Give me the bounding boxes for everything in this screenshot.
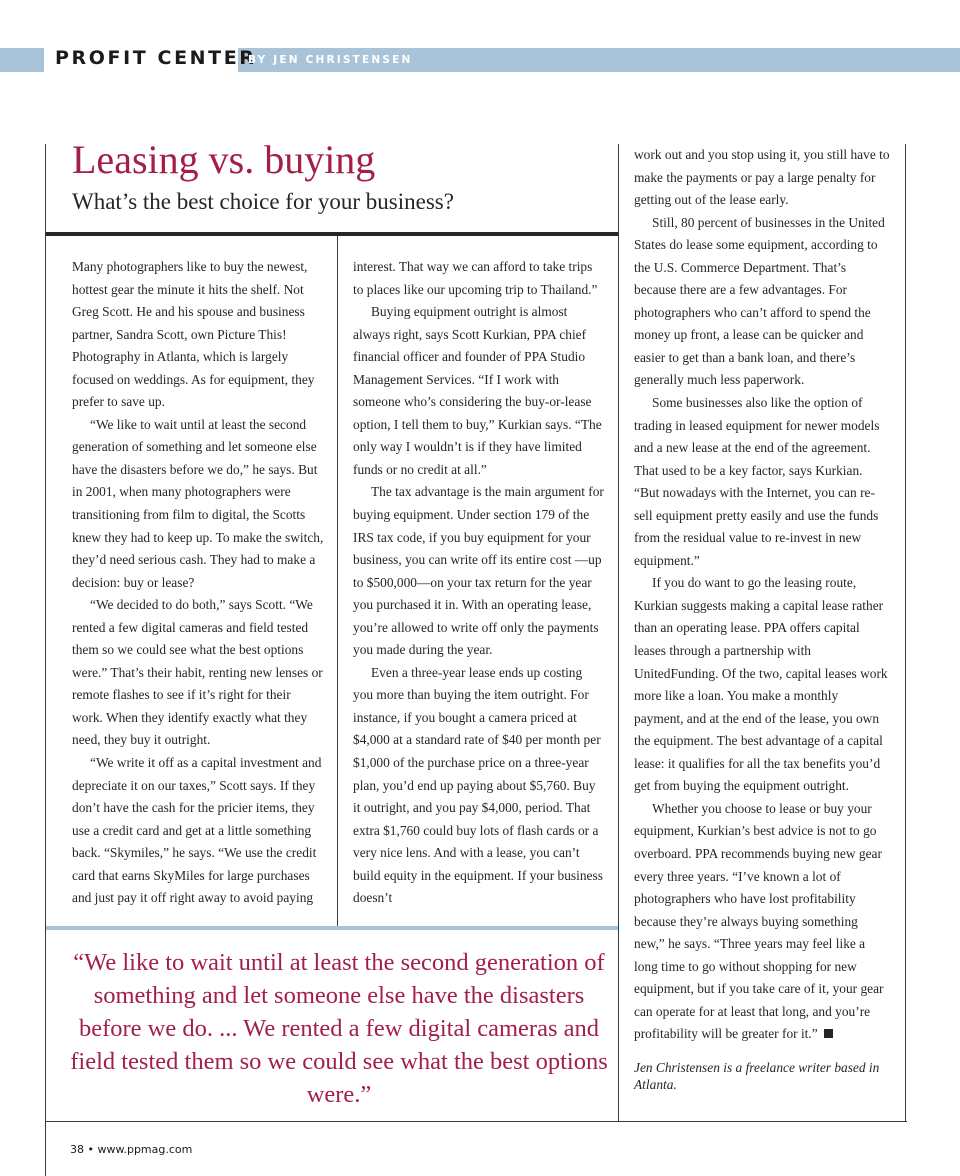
frame-right-line: [905, 144, 906, 1122]
pullquote: “We like to wait until at least the second generation of something and let someone else have the disasters before we do. ... We rented a few digital cameras and field tested them so we could see what the best options were.”: [70, 949, 608, 1108]
paragraph: Buying equipment outright is almost always right, says Scott Kurkian, PPA chief financial officer and founder of PPA Studio Management Services. “If I work with someone who’s considering the buy-or-lease option, I tell them to buy,” Kurkian says. “The only way I wouldn’t is if they have limited funds or no credit at all.”: [353, 304, 602, 477]
paragraph: Some businesses also like the option of trading in leased equipment for newer models and a new lease at the end of the agreement. That used to be a key factor, says Kurkian. “But nowadays with the Internet, you can re-sell equipment pretty easily and use the funds from the residual value to re-invest in new equipment.”: [634, 395, 880, 568]
paragraph: Still, 80 percent of businesses in the United States do lease some equipment, according to the U.S. Commerce Department. That’s because there are a few advantages. For photographers who can’t afford to spend the money up front, a lease can be quicker and easier to get than a bank loan, and there’s generally much less paperwork.: [634, 214, 885, 388]
pullquote-rule: [46, 926, 618, 930]
paragraph: The tax advantage is the main argument for buying equipment. Under section 179 of the IRS tax code, if you buy equipment for your business, you can write off its entire cost —up to $500,000—on your tax return for the year you purchased it in. With an operating lease, you’re allowed to write off only the payments you made during the year.: [353, 484, 604, 658]
paragraph: work out and you stop using it, you still have to make the payments or pay a large penalty for getting out of the lease early.: [634, 147, 890, 208]
final-paragraph: [634, 798, 890, 1046]
column-divider-1: [337, 236, 338, 926]
body-column-1: [72, 256, 324, 910]
body-column-2: [353, 256, 605, 910]
byline: BY JEN CHRISTENSEN: [248, 54, 413, 66]
column-divider-2: [618, 144, 619, 1122]
frame-bottom-line: [45, 1121, 907, 1122]
paragraph: “We decided to do both,” says Scott. “We rented a few digital cameras and field tested them so we could see what the best options were.” That’s their habit, renting new lenses or remote flashes to see if it’s right for their work. When they identify exactly what they need, they buy it outright.: [72, 597, 323, 748]
paragraph-text: Whether you choose to lease or buy your equipment, Kurkian’s best advice is not to go overboard. PPA recommends buying new gear every three years. “I’ve known a lot of photographers who have lost profitability because they’re always buying something new,” he says. “Three years may feel like a long time to go without shopping for new equipment, but if you take care of it, your gear can operate for at least that long, and you’re profitability will be greater for it.”: [634, 800, 884, 1042]
author-bio: Jen Christensen is a freelance writer based in Atlanta.: [634, 1059, 880, 1092]
paragraph: “We like to wait until at least the second generation of something and let someone else have the disasters before we do,” he says. But in 2001, when many photographers were transitioning from film to digital, the Scotts knew they had to keep up. To make the switch, they’d need serious cash. They had to make a decision: buy or lease?: [72, 416, 324, 590]
page-folio: 38 • www.ppmag.com: [70, 1143, 193, 1156]
paragraph: “We write it off as a capital investment and depreciate it on our taxes,” Scott says. If they don’t have the cash for the pricier items, they use a credit card and get at a little something back. “Skymiles,” he says. “We use the credit card that earns SkyMiles for large purchases and just pay it off right away to avoid paying: [72, 755, 322, 906]
frame-left-line: [45, 144, 46, 1176]
article-subtitle: What’s the best choice for your business?: [72, 189, 454, 214]
end-of-story-mark: [824, 1029, 833, 1038]
title-rule: [46, 232, 618, 236]
paragraph: interest. That way we can afford to take trips to places like our upcoming trip to Thailand.”: [353, 259, 598, 297]
article-title: Leasing vs. buying: [72, 137, 376, 182]
paragraph: Even a three-year lease ends up costing you more than buying the item outright. For instance, if you bought a camera priced at $4,000 at a standard rate of $40 per month per $1,000 of the purchase price on a three-year plan, you’d end up paying about $5,760. Buy it outright, and you pay $4,000, period. That extra $1,760 could buy lots of flash cards or a very nice lens. And with a lease, you can’t build equity in the equipment. If your business doesn’t: [353, 664, 603, 906]
body-column-3: [634, 144, 890, 1093]
section-title: PROFIT CENTER: [55, 47, 257, 69]
paragraph: Many photographers like to buy the newest, hottest gear the minute it hits the shelf. Not Greg Scott. He and his spouse and business partner, Sandra Scott, own Picture This! Photography in Atlanta, which is largely focused on weddings. As for equipment, they prefer to save up.: [72, 259, 315, 410]
paragraph: If you do want to go the leasing route, Kurkian suggests making a capital lease rather than an operating lease. PPA offers capital leases through a partnership with UnitedFunding. Of the two, capital leases work more like a loan. You make a monthly payment, and at the end of the lease, you own the equipment. The best advantage of a capital lease: it qualifies for all the tax benefits you’d get from buying the equipment outright.: [634, 575, 888, 794]
